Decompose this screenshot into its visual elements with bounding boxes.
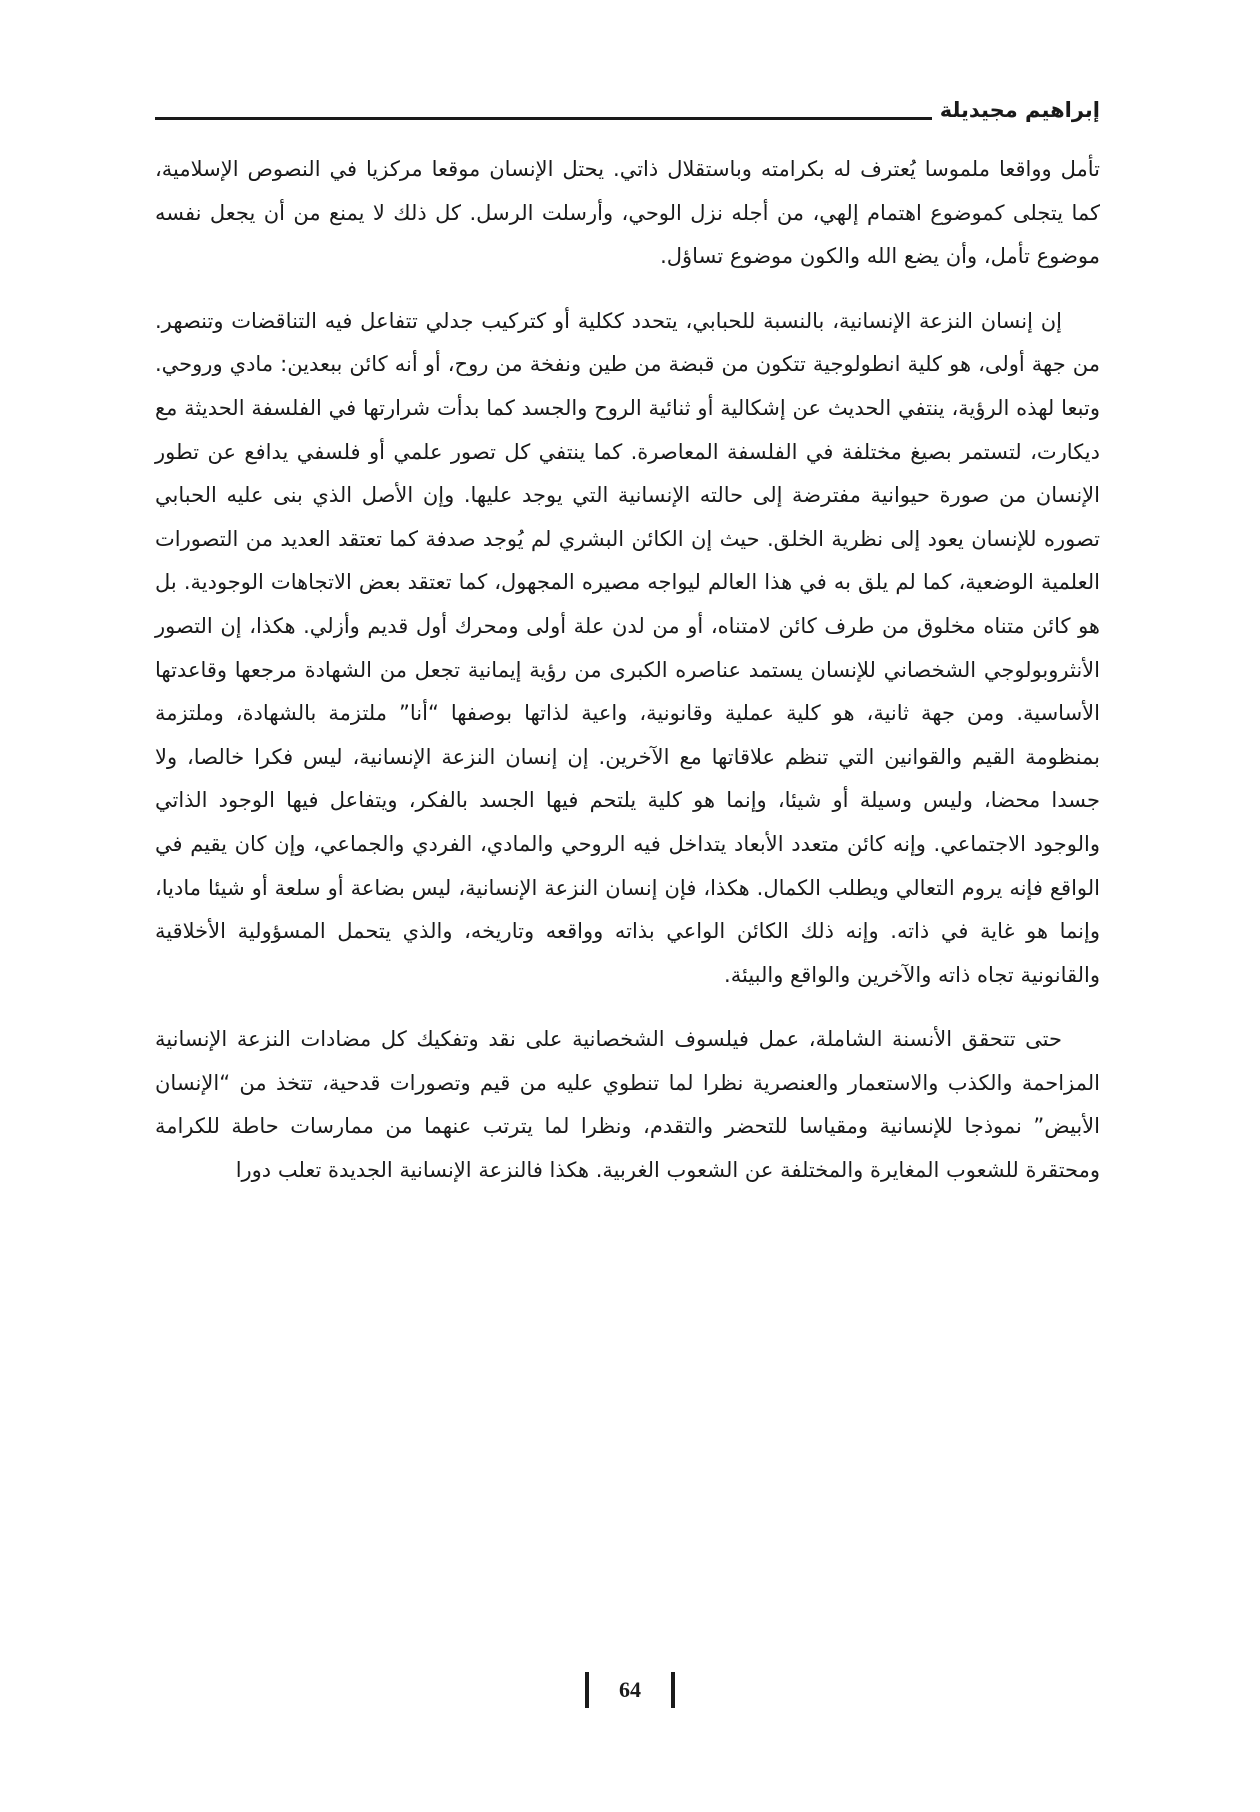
header-rule xyxy=(155,117,932,120)
running-header xyxy=(155,88,1100,122)
footer-bar-right xyxy=(671,1672,675,1708)
page-number: 64 xyxy=(619,1677,641,1702)
paragraph: إن إنسان النزعة الإنسانية، بالنسبة للحبابي، يتحدد ككلية أو كتركيب جدلي تتفاعل فيه التناقضات وتنصهر. من جهة أولى، هو كلية انطولوجية تتكون من قبضة من طين ونفخة من روح، أو أنه كائن ببعدين: مادي وروحي. وتبعا لهذه الرؤية، ينتفي الحديث عن إشكالية أو ثنائية الروح والجسد كما بدأت شرارتها في الفلسفة الحديثة مع ديكارت، لتستمر بصيغ مختلفة في الفلسفة المعاصرة. كما ينتفي كل تصور علمي أو فلسفي يدافع عن تطور الإنسان من صورة حيوانية مفترضة إلى حالته الإنسانية التي يوجد عليها. وإن الأصل الذي بنى عليه الحبابي تصوره للإنسان يعود إلى نظرية الخلق. حيث إن الكائن البشري لم يُوجد صدفة كما تعتقد العديد من التصورات العلمية الوضعية، كما لم يلق به في هذا العالم ليواجه مصيره المجهول، كما تعتقد بعض الاتجاهات الوجودية. بل هو كائن متناه مخلوق من طرف كائن لامتناه، أو من لدن علة أولى ومحرك أول قديم وأزلي. هكذا، إن التصور الأنثروبولوجي الشخصاني للإنسان يستمد عناصره الكبرى من رؤية إيمانية تجعل من الشهادة مرجعها وقاعدتها الأساسية. ومن جهة ثانية، هو كلية عملية وقانونية، واعية لذاتها بوصفها “أنا” ملتزمة بالشهادة، وملتزمة بمنظومة القيم والقوانين التي تنظم علاقاتها مع الآخرين. إن إنسان النزعة الإنسانية، ليس فكرا خالصا، ولا جسدا محضا، وليس وسيلة أو شيئا، وإنما هو كلية يلتحم فيها الجسد بالفكر، ويتفاعل فيها الوجود الذاتي والوجود الاجتماعي. وإنه كائن متعدد الأبعاد يتداخل فيه الروحي والمادي، الفردي والجماعي، وإن كان يقيم في الواقع فإنه يروم التعالي ويطلب الكمال. هكذا، فإن إنسان النزعة الإنسانية، ليس بضاعة أو سلعة أو شيئا ماديا، وإنما هو غاية في ذاته. وإنه ذلك الكائن الواعي بذاته وواقعه وتاريخه، والذي يتحمل المسؤولية الأخلاقية والقانونية تجاه ذاته والآخرين والواقع والبيئة. xyxy=(155,308,1100,987)
paragraph: حتى تتحقق الأنسنة الشاملة، عمل فيلسوف الشخصانية على نقد وتفكيك كل مضادات النزعة الإنسانية المزاحمة والكذب والاستعمار والعنصرية نظرا لما تنطوي عليه من قيم وتصورات قدحية، تتخذ من “الإنسان الأبيض” نموذجا للإنسانية ومقياسا للتحضر والتقدم، ونظرا لما يترتب عنهما من ممارسات حاطة للكرامة ومحتقرة للشعوب المغايرة والمختلفة عن الشعوب الغربية. هكذا فالنزعة الإنسانية الجديدة تعلب دورا xyxy=(155,1027,1100,1183)
header-author: إبراهيم مجيديلة xyxy=(939,98,1100,122)
page-footer xyxy=(0,1670,1260,1710)
body-text xyxy=(155,148,1100,1214)
paragraph: تأمل وواقعا ملموسا يُعترف له بكرامته وباستقلال ذاتي. يحتل الإنسان موقعا مركزيا في النصوص الإسلامية، كما يتجلى كموضوع اهتمام إلهي، من أجله نزل الوحي، وأرسلت الرسل. كل ذلك لا يمنع من أن يجعل نفسه موضوع تأمل، وأن يضع الله والكون موضوع تساؤل. xyxy=(155,157,1100,269)
